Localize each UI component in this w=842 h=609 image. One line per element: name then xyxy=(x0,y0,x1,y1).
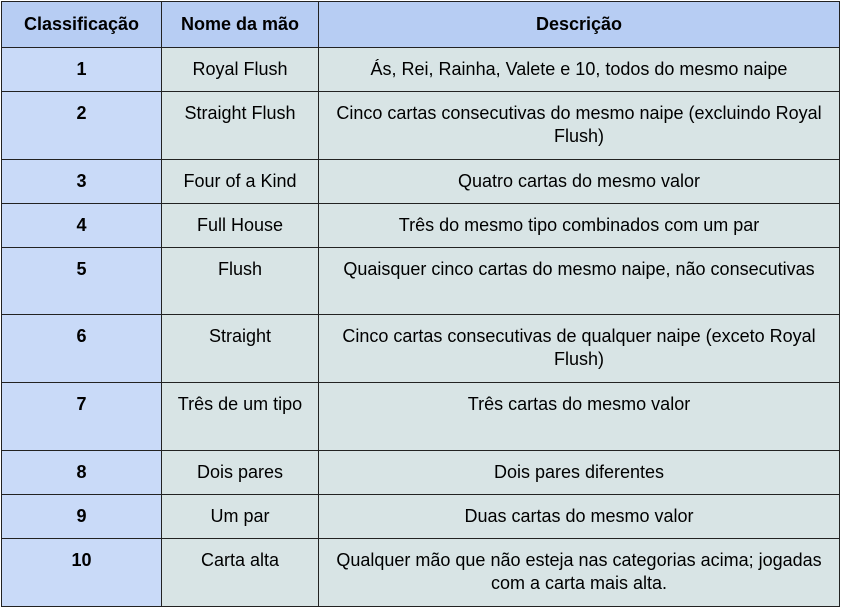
header-hand-name: Nome da mão xyxy=(162,2,319,48)
description-cell: Cinco cartas consecutivas de qualquer naipe (exceto Royal Flush) xyxy=(319,315,840,383)
poker-hands-table xyxy=(1,1,840,607)
rank-cell: 8 xyxy=(2,451,162,495)
hand-name-cell: Carta alta xyxy=(162,539,319,607)
table-row xyxy=(2,92,840,160)
table-row xyxy=(2,315,840,383)
table-row xyxy=(2,248,840,315)
table-row xyxy=(2,48,840,92)
description-cell: Cinco cartas consecutivas do mesmo naipe (excluindo Royal Flush) xyxy=(319,92,840,160)
rank-cell: 6 xyxy=(2,315,162,383)
table-row xyxy=(2,539,840,607)
table-row xyxy=(2,495,840,539)
hand-name-cell: Straight xyxy=(162,315,319,383)
rank-cell: 4 xyxy=(2,204,162,248)
rank-cell: 10 xyxy=(2,539,162,607)
hand-name-cell: Um par xyxy=(162,495,319,539)
hand-name-cell: Dois pares xyxy=(162,451,319,495)
hand-name-cell: Four of a Kind xyxy=(162,160,319,204)
hand-name-cell: Straight Flush xyxy=(162,92,319,160)
description-cell: Quatro cartas do mesmo valor xyxy=(319,160,840,204)
hand-name-cell: Royal Flush xyxy=(162,48,319,92)
description-cell: Duas cartas do mesmo valor xyxy=(319,495,840,539)
table-row xyxy=(2,204,840,248)
hand-name-cell: Flush xyxy=(162,248,319,315)
table-row xyxy=(2,160,840,204)
header-description: Descrição xyxy=(319,2,840,48)
description-cell: Dois pares diferentes xyxy=(319,451,840,495)
hand-name-cell: Full House xyxy=(162,204,319,248)
rank-cell: 3 xyxy=(2,160,162,204)
description-cell: Qualquer mão que não esteja nas categorias acima; jogadas com a carta mais alta. xyxy=(319,539,840,607)
rank-cell: 7 xyxy=(2,383,162,451)
description-cell: Três cartas do mesmo valor xyxy=(319,383,840,451)
description-cell: Quaisquer cinco cartas do mesmo naipe, não consecutivas xyxy=(319,248,840,315)
description-cell: Ás, Rei, Rainha, Valete e 10, todos do mesmo naipe xyxy=(319,48,840,92)
header-rank: Classificação xyxy=(2,2,162,48)
rank-cell: 9 xyxy=(2,495,162,539)
rank-cell: 1 xyxy=(2,48,162,92)
table-row xyxy=(2,383,840,451)
hand-name-cell: Três de um tipo xyxy=(162,383,319,451)
table-row xyxy=(2,451,840,495)
description-cell: Três do mesmo tipo combinados com um par xyxy=(319,204,840,248)
rank-cell: 2 xyxy=(2,92,162,160)
header-row xyxy=(2,2,840,48)
rank-cell: 5 xyxy=(2,248,162,315)
